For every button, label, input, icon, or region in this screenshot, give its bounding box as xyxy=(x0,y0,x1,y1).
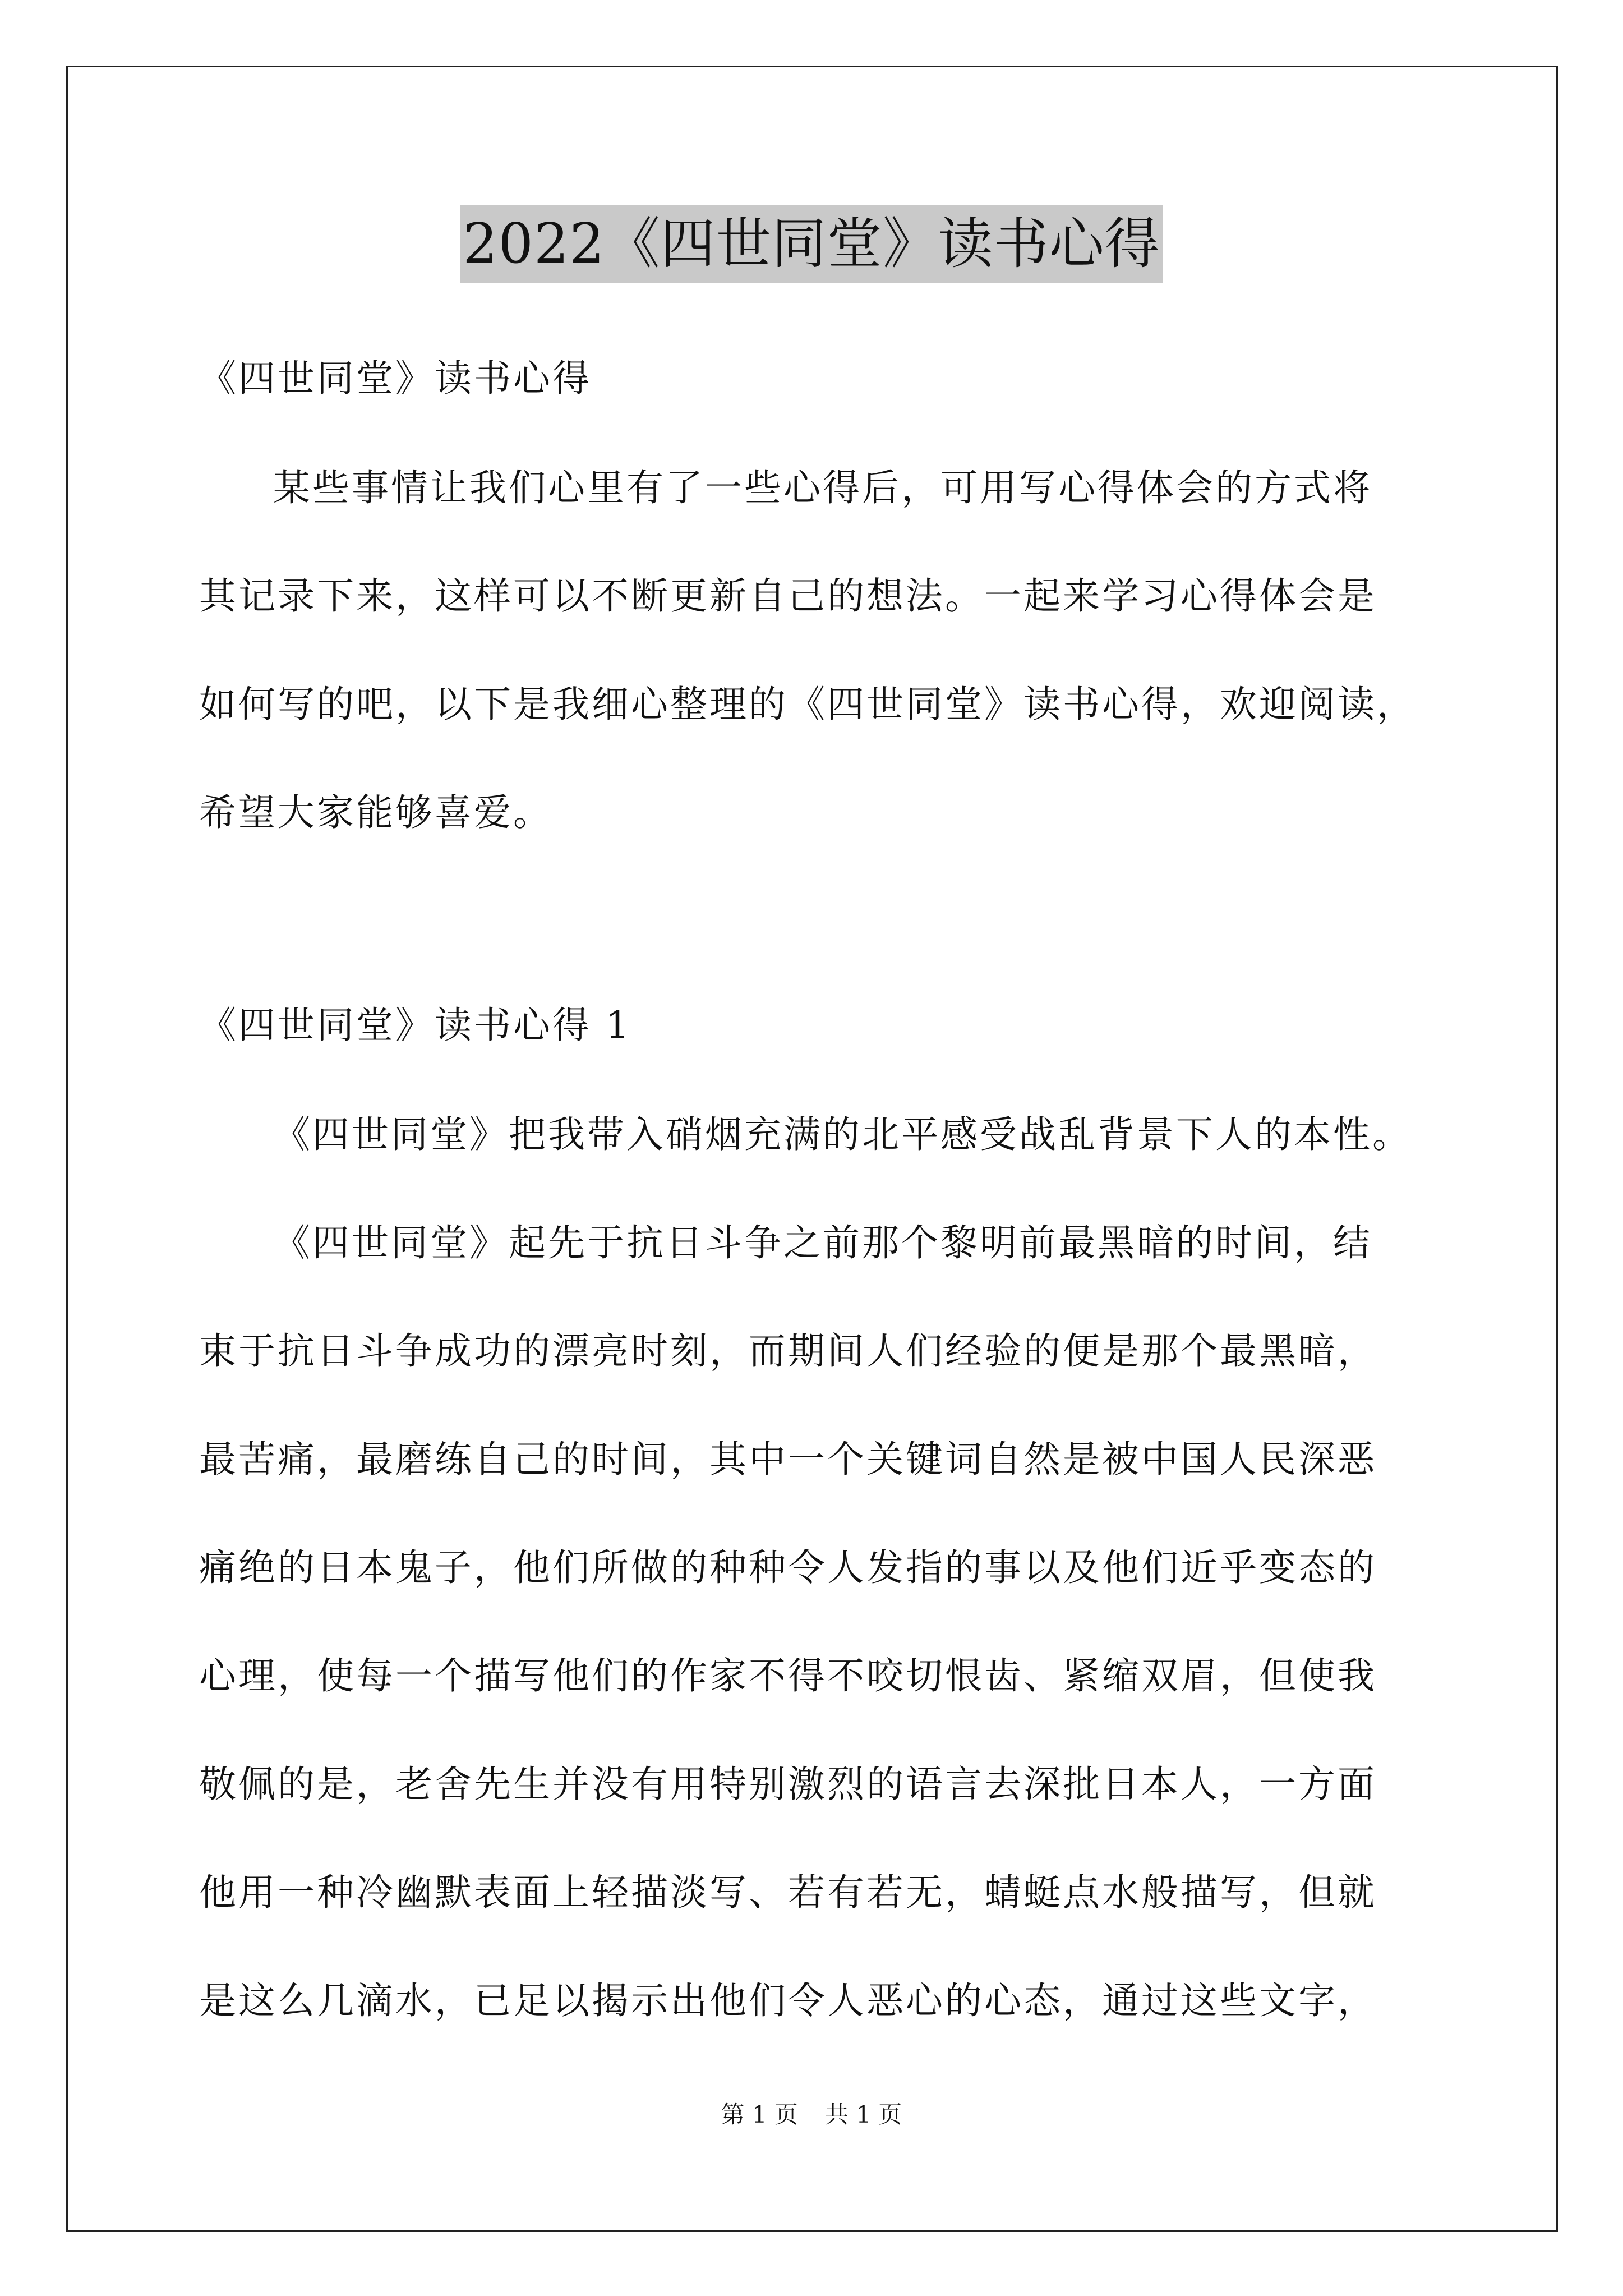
body-line: 《四世同堂》把我带入硝烟充满的北平感受战乱背景下人的本性。 xyxy=(273,1113,1412,1156)
body-line: 束于抗日斗争成功的漂亮时刻，而期间人们经验的便是那个最黑暗， xyxy=(199,1329,1377,1373)
body-line: 《四世同堂》起先于抗日斗争之前那个黎明前最黑暗的时间，结 xyxy=(273,1221,1372,1264)
document-title: 2022《四世同堂》读书心得 xyxy=(460,205,1162,283)
intro-line: 其记录下来，这样可以不断更新自己的想法。一起来学习心得体会是 xyxy=(199,574,1377,618)
intro-line: 希望大家能够喜爱。 xyxy=(199,791,552,834)
body-line: 他用一种冷幽默表面上轻描淡写、若有若无，蜻蜓点水般描写，但就 xyxy=(199,1871,1377,1914)
body-line: 敬佩的是，老舍先生并没有用特别激烈的语言去深批日本人，一方面 xyxy=(199,1763,1377,1806)
section-heading: 《四世同堂》读书心得 1 xyxy=(199,1004,631,1047)
intro-line: 如何写的吧，以下是我细心整理的《四世同堂》读书心得，欢迎阅读， xyxy=(199,683,1416,726)
body-line: 是这么几滴水，已足以揭示出他们令人恶心的心态，通过这些文字， xyxy=(199,1979,1377,2022)
intro-line: 某些事情让我们心里有了一些心得后，可用写心得体会的方式将 xyxy=(273,466,1372,509)
page-number: 第 1 页 xyxy=(721,2101,798,2128)
body-line: 痛绝的日本鬼子，他们所做的种种令人发指的事以及他们近乎变态的 xyxy=(199,1546,1377,1589)
title-container xyxy=(0,205,1623,283)
page-total: 共 1 页 xyxy=(825,2101,902,2128)
subtitle: 《四世同堂》读书心得 xyxy=(199,357,592,400)
body-line: 最苦痛，最磨练自己的时间，其中一个关键词自然是被中国人民深恶 xyxy=(199,1438,1377,1481)
body-line: 心理，使每一个描写他们的作家不得不咬切恨齿、紧缩双眉，但使我 xyxy=(199,1654,1377,1697)
page-footer xyxy=(0,2098,1623,2132)
